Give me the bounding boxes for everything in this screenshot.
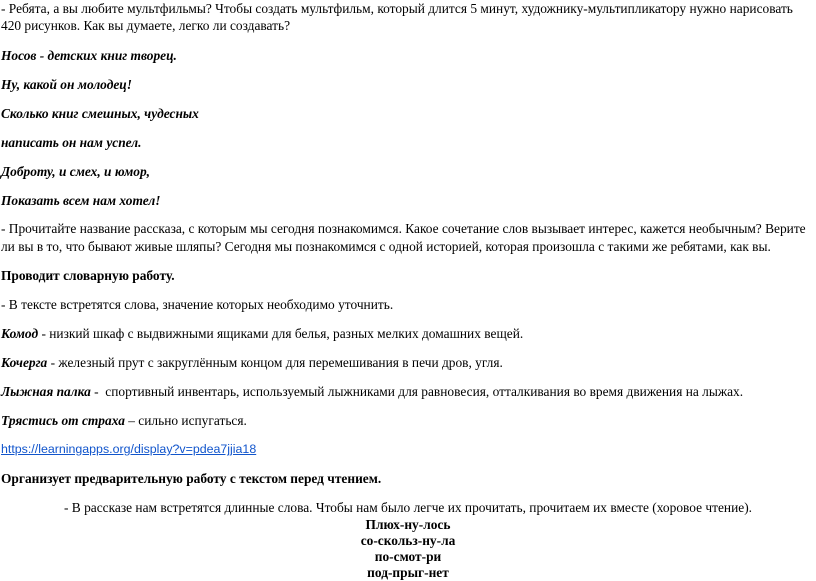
vocab-item-komod <box>1 325 523 342</box>
vocab-intro: - В тексте встретятся слова, значение которых необходимо уточнить. <box>1 297 394 312</box>
prep-heading: Организует предварительную работу с текстом перед чтением. <box>1 471 382 486</box>
vocab-item-kocherga <box>1 354 503 371</box>
vocab-definition: - железный прут с закруглённым концом для перемешивания в печи дров, угля. <box>47 355 503 370</box>
poem-line-4: написать он нам успел. <box>1 135 142 150</box>
prep-intro: - В рассказе нам встретятся длинные слова. Чтобы нам было легче их прочитать, прочитаем их вместе (хоровое чтение). <box>63 500 753 515</box>
vocab-term: Лыжная палка <box>1 384 91 399</box>
poem-line-2: Ну, какой он молодец! <box>1 77 132 92</box>
vocab-definition: – сильно испугаться. <box>124 413 247 428</box>
vocab-term: Кочерга <box>1 355 48 370</box>
vocab-definition: - низкий шкаф с выдвижными ящиками для белья, разных мелких домашних вещей. <box>38 326 524 341</box>
syllable-word-3: по-смот-ри <box>374 549 442 564</box>
poem-line-6: Показать всем нам хотел! <box>1 193 161 208</box>
poem-line-1: Носов - детских книг творец. <box>1 48 177 63</box>
vocab-item-ski-pole <box>1 383 743 400</box>
vocab-item-tremble <box>1 412 247 429</box>
story-intro-line-1: - Прочитайте название рассказа, с которым мы сегодня познакомимся. Какое сочетание слов вызывает интерес, кажется необычным? Верите <box>1 221 806 236</box>
vocab-term: Комод <box>1 326 39 341</box>
syllable-word-2: со-скольз-ну-ла <box>360 533 456 548</box>
vocab-term: Трястись от страха <box>1 413 125 428</box>
poem-line-5: Доброту, и смех, и юмор, <box>1 164 151 179</box>
vocab-definition: - спортивный инвентарь, используемый лыжниками для равновесия, отталкивания во время движения на лыжах. <box>90 384 744 399</box>
poem-line-3: Сколько книг смешных, чудесных <box>1 106 199 121</box>
learningapps-link[interactable]: https://learningapps.org/display?v=pdea7jjia18 <box>1 442 257 456</box>
syllable-word-4: под-прыг-нет <box>367 565 449 580</box>
story-intro-line-2: ли вы в то, что бывают живые шляпы? Сегодня мы познакомимся с одной историей, которая произошла с такими же ребятами, как вы. <box>1 239 771 254</box>
intro-line-1: - Ребята, а вы любите мультфильмы? Чтобы создать мультфильм, который длится 5 минут, художнику-мультипликатору нужно нарисовать <box>1 1 793 16</box>
intro-line-2: 420 рисунков. Как вы думаете, легко ли создавать? <box>1 18 291 33</box>
syllable-word-1: Плюх-ну-лось <box>365 517 451 532</box>
vocab-heading: Проводит словарную работу. <box>1 268 175 283</box>
